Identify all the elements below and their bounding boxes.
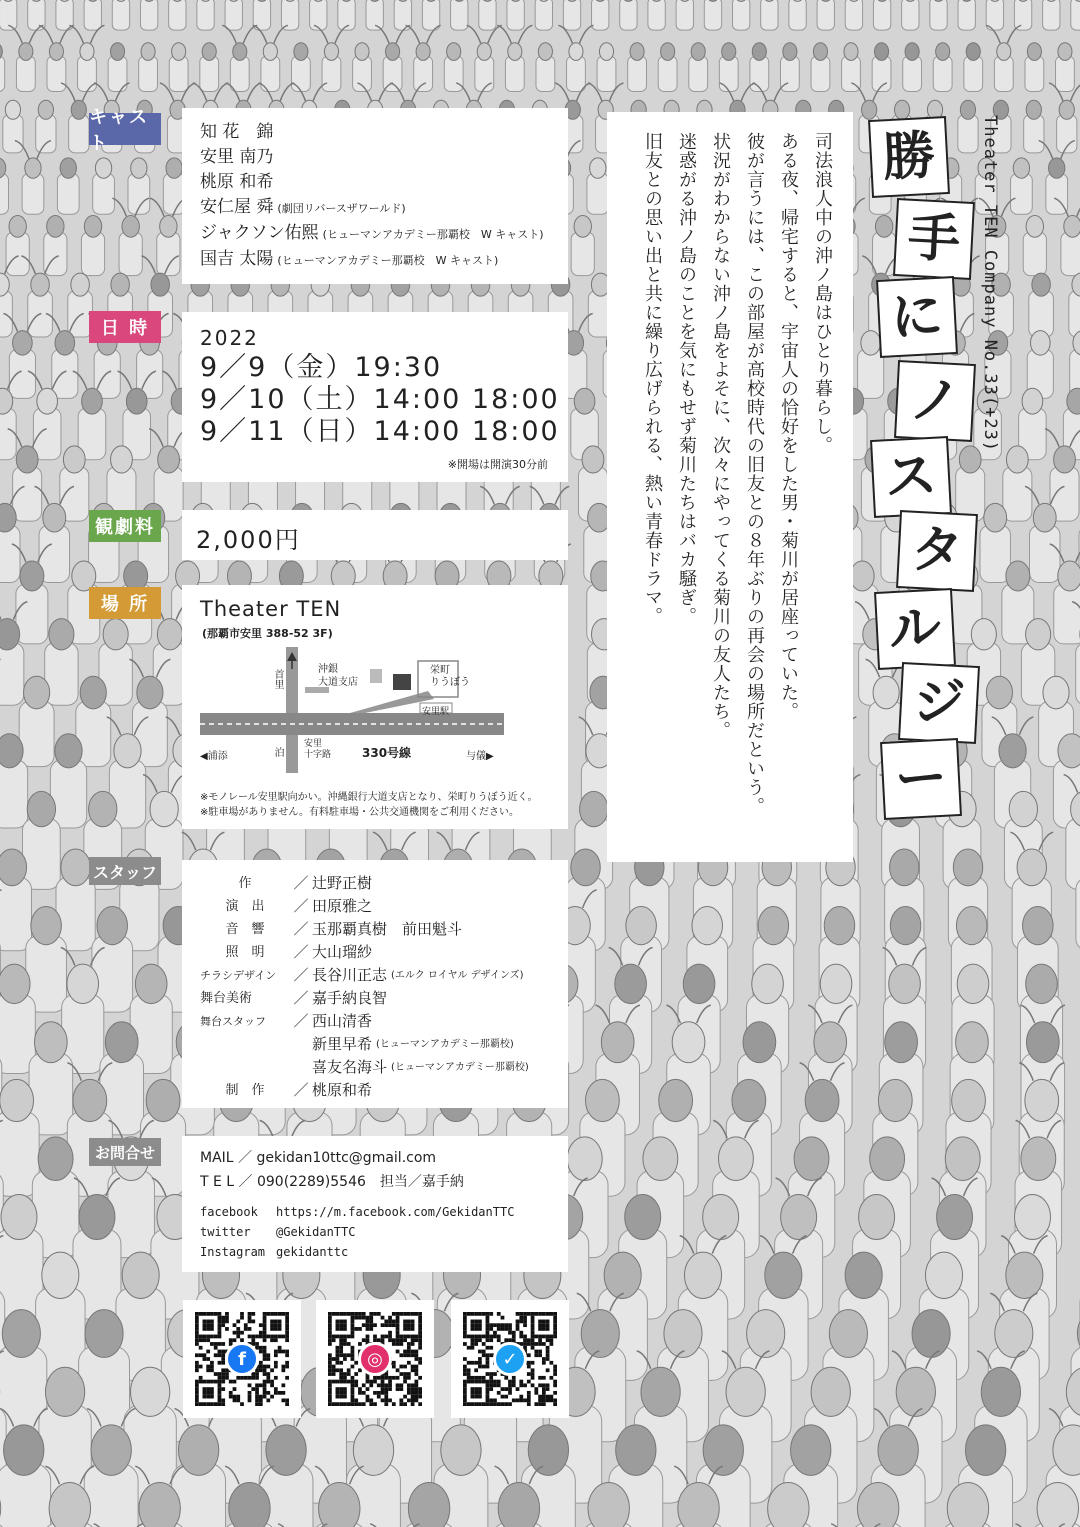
sns-value[interactable]: https://m.facebook.com/GekidanTTC [276,1205,515,1219]
title-char: 手 [893,198,975,280]
staff-row [200,987,529,1010]
staff-separator: ／ [293,874,309,892]
cast-note: (ヒューマンアカデミー那覇校 W キャスト) [322,228,544,241]
crowd-figure [964,43,983,92]
staff-names: 桃原和希 [312,1081,373,1099]
crowd-figure [169,43,188,92]
venue-note: ※モノレール安里駅向かい。沖縄銀行大道支店となり、栄町りうぼう近く。 [200,792,538,803]
sns-list [200,1202,514,1262]
crowd-figure [451,0,468,30]
sns-name: facebook [200,1205,258,1219]
staff-list [200,872,529,1102]
crowd-figure [84,0,101,30]
story-line: 彼が言うには、この部屋が高校時代の旧友との８年ぶりの再会の場所だという。 [744,132,765,816]
staff-row [200,1079,529,1102]
crowd-figure [587,158,609,214]
qr-code-facebook[interactable] [183,1300,301,1418]
map-label-west: ◀浦添 [200,751,228,762]
staff-role: 舞台スタッフ [200,1015,266,1028]
crowd-figure [0,849,31,951]
staff-row [200,918,529,941]
crowd-figure [563,0,580,30]
staff-names: 玉那覇真樹 前田魁斗 [312,920,463,938]
crowd-figure [789,0,806,30]
staff-separator: ／ [293,1012,309,1030]
crowd-figure [81,215,104,275]
map-label-crossing: 安里 十字路 [304,739,332,760]
contact-panel [182,1136,568,1272]
staff-role: 舞台美術 [200,991,253,1006]
schedule-note: ※開場は開演30分前 [447,458,548,471]
staff-names: 田原雅之 [312,897,373,915]
map-label-station: 安里駅 [422,707,450,717]
crowd-figure [353,43,372,92]
crowd-figure [902,0,919,30]
crowd-figure [648,0,665,30]
staff-names: 喜友名海斗 [312,1058,388,1076]
map-label-north: 首里 [272,669,283,689]
schedule-date: 9／9（金）19:30 [200,352,443,383]
twitter-icon: ✓ [493,1342,527,1376]
staff-role [200,1056,290,1079]
sns-facebook[interactable] [200,1202,514,1222]
staff-row [200,964,529,987]
crowd-figure [811,43,830,92]
venue-name: Theater TEN [200,597,342,621]
staff-names: 嘉手納良智 [312,989,388,1007]
crowd-figure [225,0,242,30]
staff-separator [290,1033,312,1056]
crowd-figure [958,0,975,30]
crowd-figure [980,503,1010,582]
schedule-date: 9／11（日）14:00 18:00 [200,416,560,447]
crowd-figure [1011,158,1033,214]
crowd-figure [958,100,978,153]
contact-label: お問合せ [89,1138,161,1166]
cast-name: 安里 南乃 [200,147,274,167]
cast-note: (劇団リバースザワールド) [277,202,406,215]
story-text [635,132,839,852]
crowd-figure [658,43,677,92]
cast-member [200,221,544,247]
venue-label: 場 所 [89,587,161,619]
crowd-figure [479,0,496,30]
crowd-figure [903,43,922,92]
cast-note: (ヒューマンアカデミー那覇校 W キャスト) [277,254,499,267]
facebook-icon: f [225,1342,259,1376]
staff-names: 西山清香 [312,1012,373,1030]
sns-value[interactable]: @GekidanTTC [276,1225,356,1239]
map-label-route: 330号線 [362,746,412,760]
staff-role: 制 作 [225,1083,265,1098]
crowd-figure [36,100,56,153]
crowd-figure [0,964,35,1073]
contact-mail[interactable]: MAIL ／ gekidan10ttc@gmail.com [200,1150,437,1166]
title-char: ー [880,738,962,820]
crowd-figure [22,791,60,889]
staff-row [200,895,529,918]
staff-role: 演 出 [225,899,265,914]
staff-separator: ／ [293,1081,309,1099]
venue-map [200,647,504,773]
title-char: ジ [898,662,980,744]
cast-panel [182,108,568,284]
fee-panel [182,510,568,560]
crowd-figure [200,43,219,92]
staff-row [200,941,529,964]
staff-names: 大山瑠紗 [312,943,373,961]
crowd-figure [19,676,54,766]
cast-list [200,120,544,273]
schedule-label: 日 時 [89,311,161,343]
schedule-dates [200,352,560,448]
crowd-figure [689,43,708,92]
crowd-figure [108,43,127,92]
cast-member [200,247,544,273]
crowd-figure [1056,43,1075,92]
staff-separator: ／ [293,920,309,938]
crowd-figure [310,0,327,30]
staff-row [200,1010,529,1033]
crowd-figure [597,43,616,92]
staff-names: 新里早希 [312,1035,373,1053]
staff-row [200,1056,529,1079]
staff-names: 長谷川正志 [312,966,388,984]
sns-name: Instagram [200,1245,266,1259]
venue-panel [182,585,568,829]
story-line: 司法浪人中の沖ノ島はひとり暮らし。 [812,132,833,455]
cast-member [200,145,544,170]
staff-names: 辻野正樹 [312,874,373,892]
crowd-figure [1071,0,1080,30]
qr-code-instagram[interactable] [316,1300,434,1418]
crowd-figure [50,734,86,828]
crowd-figure [422,0,439,30]
title-char: ス [870,436,952,518]
staff-separator: ／ [293,897,309,915]
sns-instagram[interactable] [200,1242,514,1262]
qr-code-twitter[interactable] [451,1300,569,1418]
sns-twitter[interactable] [200,1222,514,1242]
staff-note: (ヒューマンアカデミー那覇校) [376,1039,514,1050]
map-label-east: 与儀▶ [466,751,494,762]
staff-separator: ／ [293,989,309,1007]
crowd-figure [873,0,890,30]
company-label: Theater TEN Company No.33(+23) [980,115,1000,453]
venue-notes [200,790,537,820]
crowd-figure [536,43,555,92]
sns-value[interactable]: gekidanttc [276,1245,349,1259]
sns-name: twitter [200,1225,251,1239]
staff-row [200,1033,529,1056]
venue-address: (那覇市安里 388-52 3F) [202,627,333,640]
story-line: 迷惑がる沖ノ島のことを気にもせず菊川たちはバカ騒ぎ。 [676,132,697,626]
schedule-date: 9／10（土）14:00 18:00 [200,384,560,415]
crowd-figure [1024,100,1044,153]
fee-label: 観劇料 [89,510,161,542]
staff-role: 照 明 [225,945,265,960]
staff-label: スタッフ [89,857,161,885]
staff-separator: ／ [293,943,309,961]
crowd-figure [676,0,693,30]
story-panel [607,112,853,862]
instagram-icon: ◎ [358,1342,392,1376]
staff-separator: ／ [293,966,309,984]
crowd-figure [1003,446,1032,521]
crowd-figure [139,43,158,92]
fee-value: 2,000円 [196,526,301,554]
staff-role: チラシデザイン [200,969,277,982]
staff-row [200,872,529,895]
crowd-figure [872,43,891,92]
cast-member [200,195,544,221]
crowd-figure [128,158,150,214]
crowd-figure [57,158,79,214]
staff-note: (ヒューマンアカデミー那覇校) [391,1062,529,1073]
schedule-year: 2022 [200,326,259,350]
staff-role: 作 [238,876,252,891]
crowd-figure [873,215,896,275]
cast-member [200,120,544,145]
staff-note: (エルク ロイヤル デザインズ) [391,970,524,981]
cast-member [200,170,544,195]
title-char: タ [896,510,978,592]
title-char: ル [874,588,956,670]
crowd-figure [1025,43,1044,92]
story-line: ある夜、帰宅すると、宇宙人の恰好をした男・菊川が居座っていた。 [778,132,799,721]
crowd-figure [571,215,594,275]
crowd-figure [842,43,861,92]
staff-role [200,1033,290,1056]
crowd-figure [6,215,29,275]
crowd-figure [956,446,985,521]
story-line: 旧友との思い出と共に繰り広げられる、熱い青春ドラマ。 [642,132,663,626]
cast-name: 知 花 錦 [200,122,274,142]
map-label-south: 泊 [272,747,283,757]
crowd-figure [93,158,115,214]
crowd-figure [1023,215,1046,275]
crowd-figure [26,907,67,1013]
contact-tel[interactable]: T E L ／ 090(2289)5546 担当／嘉手納 [200,1174,464,1190]
crowd-figure [1043,0,1060,30]
cast-name: ジャクソン佑熙 [200,223,319,243]
crowd-figure [169,0,186,30]
crowd-figure [507,0,524,30]
crowd-figure [1029,273,1054,337]
crowd-figure [780,43,799,92]
staff-panel [182,860,568,1108]
cast-name: 国吉 太陽 [200,249,274,269]
title-char: に [876,276,958,358]
crowd-figure [628,43,647,92]
crowd-figure [933,43,952,92]
cast-name: 安仁屋 舜 [200,197,274,217]
map-label-bank: 沖銀 大道支店 [318,664,358,688]
cast-name: 桃原 和希 [200,172,274,192]
story-line: 状況がわからない沖ノ島をよそに、次々にやってくる菊川の友人たち。 [710,132,731,740]
map-label-bookstore: 栄町 りうぼう [430,665,470,688]
staff-role: 音 響 [225,922,265,937]
staff-separator [290,1056,312,1079]
crowd-figure [930,0,947,30]
title-char: 勝 [868,116,950,198]
cast-label: キャスト [89,113,161,145]
crowd-figure [3,100,23,153]
schedule-panel [182,312,568,482]
venue-note: ※駐車場がありません。有料駐車場・公共交通機関をご利用ください。 [200,807,519,818]
title-char: ノ [894,360,976,442]
